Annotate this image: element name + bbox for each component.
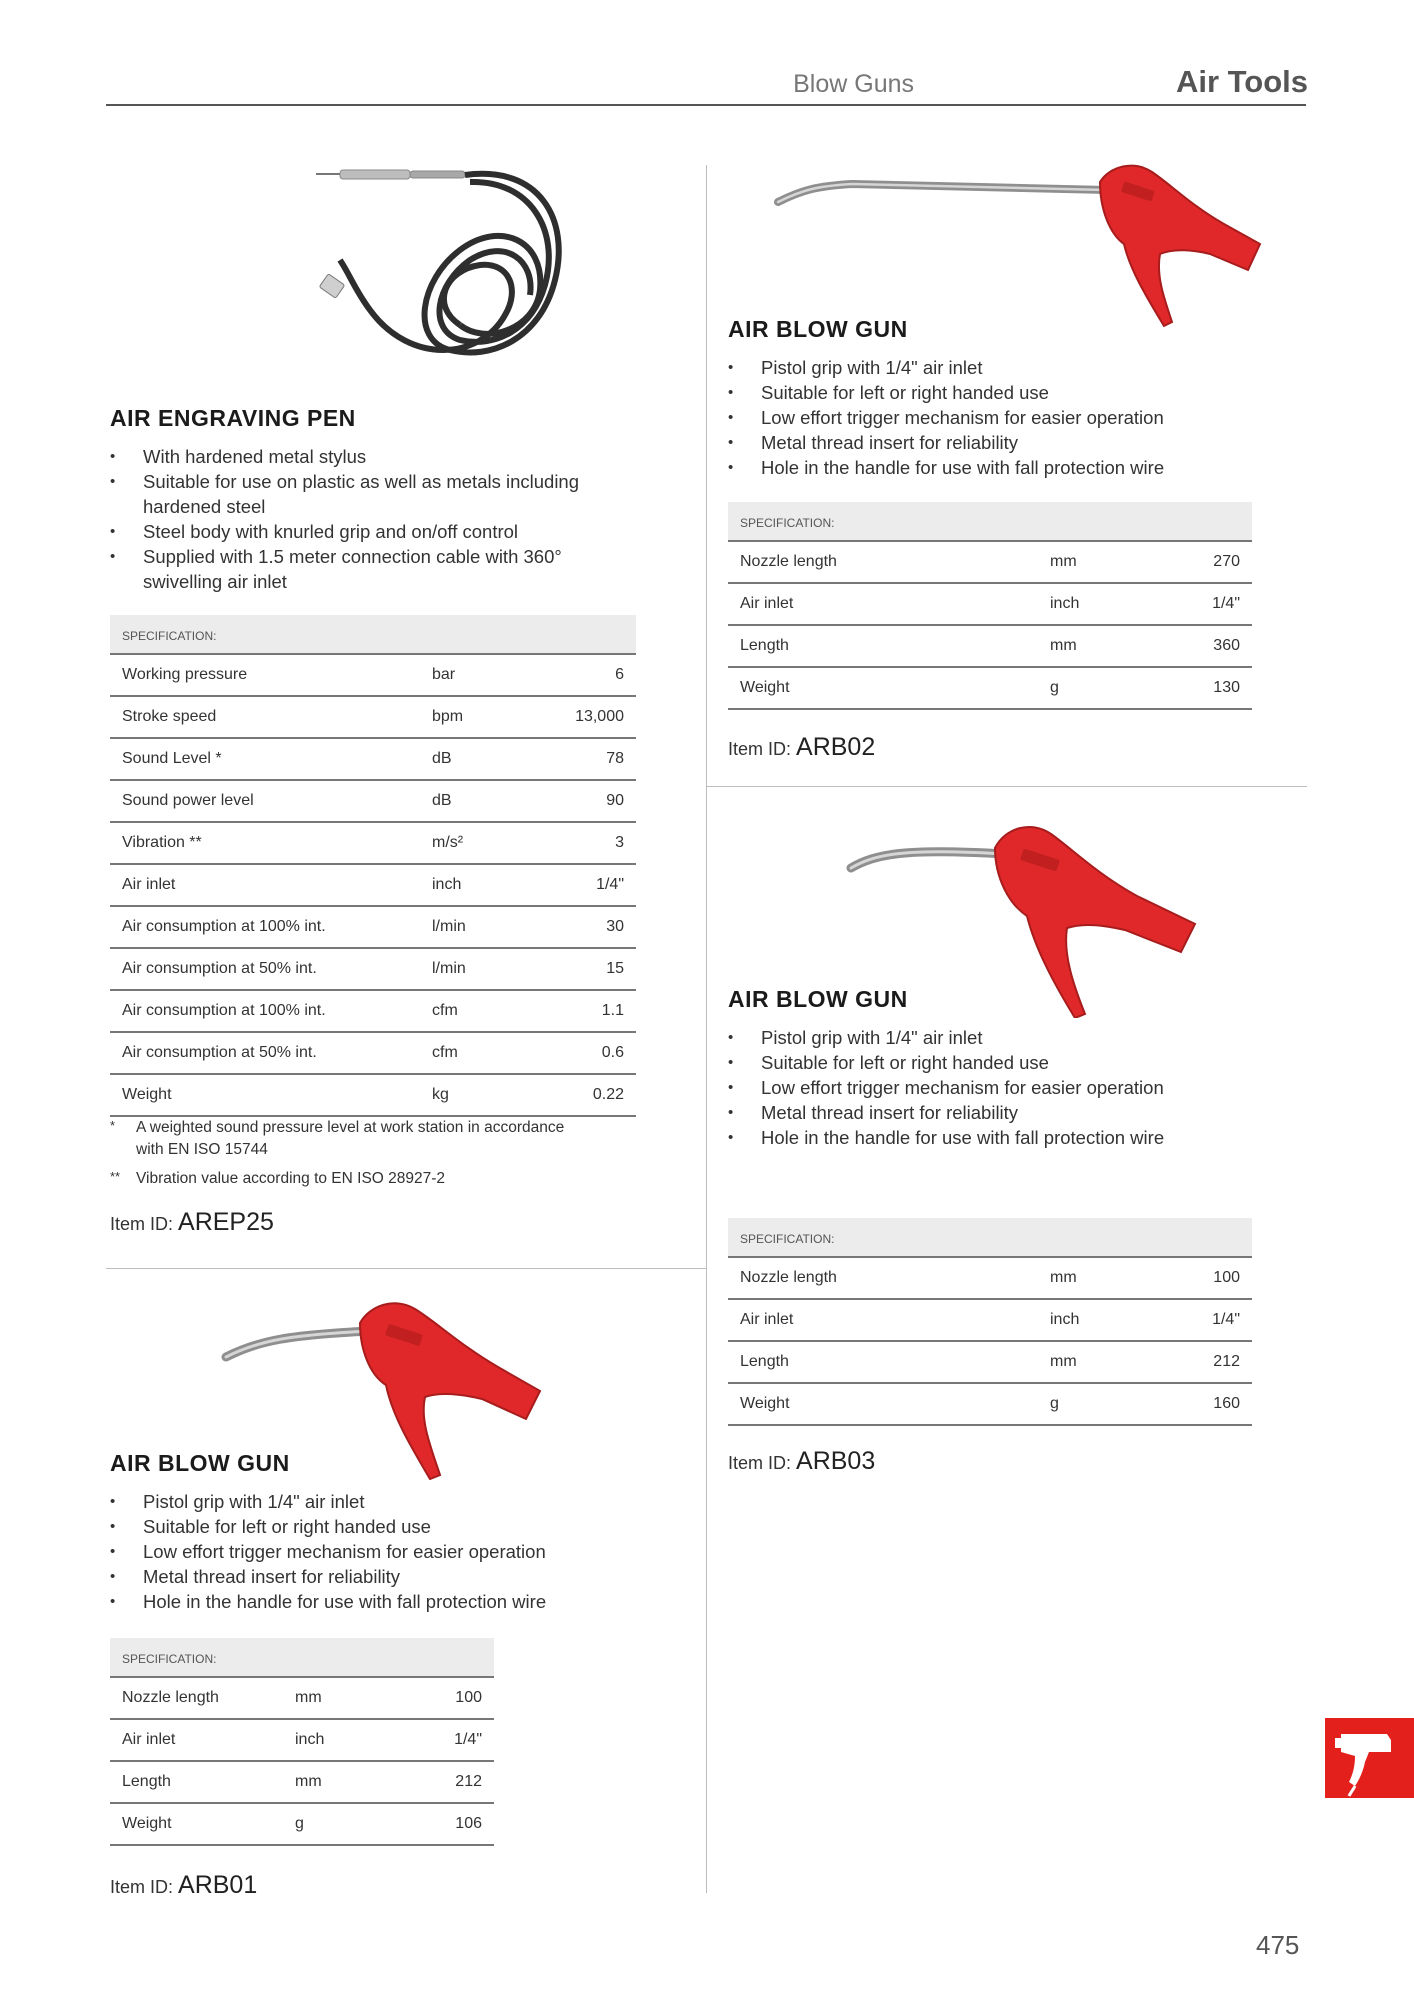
column-divider: [706, 165, 707, 1893]
product-title: AIR ENGRAVING PEN: [110, 405, 356, 431]
feature-list: [728, 355, 1288, 480]
feature-item: • Pistol grip with 1/4" air inlet: [728, 355, 1288, 380]
header-rule: [106, 104, 1306, 106]
table-row: [110, 697, 636, 739]
spec-name: Air inlet: [122, 876, 176, 893]
table-row: [110, 1720, 494, 1762]
spec-value: 130: [1213, 679, 1240, 696]
item-id: [110, 1871, 257, 1900]
header-section-title: Blow Guns: [793, 70, 914, 98]
table-row: [110, 1075, 636, 1117]
item-id: [728, 733, 875, 762]
feature-item: • Suitable for left or right handed use: [728, 380, 1288, 405]
feature-item: • Suitable for use on plastic as well as metals including hardened steel: [110, 469, 630, 519]
feature-item: • Pistol grip with 1/4" air inlet: [110, 1489, 670, 1514]
page-number: 475: [1256, 1930, 1300, 1960]
table-row: [728, 1258, 1252, 1300]
spec-unit: cfm: [432, 1002, 458, 1019]
spec-unit: g: [1050, 679, 1059, 696]
table-row: [728, 1384, 1252, 1426]
spec-value: 13,000: [575, 708, 624, 725]
spec-unit: mm: [295, 1689, 322, 1706]
feature-list: [110, 444, 630, 594]
item-id-label: Item ID:: [110, 1214, 174, 1234]
table-row: [110, 655, 636, 697]
spec-name: Weight: [740, 679, 790, 696]
feature-item: • With hardened metal stylus: [110, 444, 630, 469]
spec-name: Nozzle length: [740, 553, 837, 570]
table-row: [728, 626, 1252, 668]
spec-table: [728, 502, 1252, 710]
feature-item: • Hole in the handle for use with fall protection wire: [728, 455, 1288, 480]
air-blow-gun-long-icon: [772, 160, 1262, 330]
table-row: [728, 1342, 1252, 1384]
table-row: [110, 865, 636, 907]
spec-value: 360: [1213, 637, 1240, 654]
spec-name: Working pressure: [122, 666, 248, 683]
spec-value: 212: [1213, 1353, 1240, 1370]
product-title: AIR BLOW GUN: [110, 1450, 290, 1476]
spec-name: Sound power level: [122, 792, 254, 809]
spec-value: 30: [606, 918, 624, 935]
item-id: [110, 1208, 274, 1237]
spec-name: Length: [740, 1353, 789, 1370]
feature-item: • Pistol grip with 1/4" air inlet: [728, 1025, 1288, 1050]
spec-unit: inch: [432, 876, 462, 893]
air-engraving-pen-icon: [310, 160, 580, 400]
spec-value: 1.1: [601, 1002, 624, 1019]
spec-value: 1/4": [1212, 595, 1240, 612]
product-title: AIR BLOW GUN: [728, 986, 908, 1012]
spec-unit: l/min: [432, 918, 466, 935]
spec-name: Sound Level *: [122, 750, 222, 767]
spec-unit: mm: [1050, 553, 1077, 570]
spec-unit: m/s²: [432, 834, 464, 851]
spec-unit: cfm: [432, 1044, 458, 1061]
spec-value: 90: [606, 792, 624, 809]
spec-unit: mm: [1050, 1353, 1077, 1370]
spec-table: [110, 1638, 494, 1846]
item-id-value: ARB02: [796, 733, 876, 761]
table-row: [728, 668, 1252, 710]
feature-item: • Suitable for left or right handed use: [110, 1514, 670, 1539]
table-row: [728, 1300, 1252, 1342]
spec-unit: inch: [1050, 595, 1080, 612]
spec-value: 1/4": [1212, 1311, 1240, 1328]
footnote: * A weighted sound pressure level at work station in accordance with EN ISO 15744: [110, 1118, 565, 1158]
item-id-value: ARB03: [796, 1447, 876, 1475]
feature-item: • Metal thread insert for reliability: [728, 430, 1288, 455]
spec-table-header: SPECIFICATION:: [110, 1638, 494, 1678]
feature-item: • Low effort trigger mechanism for easier operation: [728, 405, 1288, 430]
item-id: [728, 1447, 875, 1476]
spec-value: 100: [455, 1689, 482, 1706]
spec-table: [728, 1218, 1252, 1426]
spec-name: Weight: [740, 1395, 790, 1412]
spec-unit: inch: [1050, 1311, 1080, 1328]
spec-value: 100: [1213, 1269, 1240, 1286]
spec-value: 15: [606, 960, 624, 977]
spec-table: [110, 615, 636, 1117]
table-row: [110, 739, 636, 781]
spec-value: 160: [1213, 1395, 1240, 1412]
spec-name: Air consumption at 100% int.: [122, 918, 326, 935]
item-id-label: Item ID:: [728, 1453, 792, 1473]
feature-item: • Low effort trigger mechanism for easier operation: [110, 1539, 670, 1564]
spec-name: Nozzle length: [740, 1269, 837, 1286]
spec-unit: bar: [432, 666, 456, 683]
item-id-value: ARB01: [178, 1871, 258, 1899]
table-row: [110, 823, 636, 865]
spec-name: Air consumption at 100% int.: [122, 1002, 326, 1019]
footnote: ** Vibration value according to EN ISO 28927-2: [110, 1169, 446, 1187]
spec-unit: mm: [295, 1773, 322, 1790]
spec-value: 78: [606, 750, 624, 767]
spec-name: Vibration **: [122, 834, 202, 851]
footnotes: [110, 1117, 570, 1197]
table-row: [728, 542, 1252, 584]
table-row: [110, 1762, 494, 1804]
spec-name: Nozzle length: [122, 1689, 219, 1706]
spec-value: 1/4": [454, 1731, 482, 1748]
feature-list: [110, 1489, 670, 1614]
spec-value: 106: [455, 1815, 482, 1832]
spec-name: Weight: [122, 1086, 172, 1103]
product-title: AIR BLOW GUN: [728, 316, 908, 342]
feature-item: • Metal thread insert for reliability: [110, 1564, 670, 1589]
feature-item: • Hole in the handle for use with fall protection wire: [728, 1125, 1288, 1150]
spec-unit: dB: [432, 750, 452, 767]
spec-unit: mm: [1050, 1269, 1077, 1286]
spec-unit: inch: [295, 1731, 325, 1748]
table-row: [110, 1678, 494, 1720]
spec-unit: l/min: [432, 960, 466, 977]
spec-unit: kg: [432, 1086, 449, 1103]
spec-value: 3: [615, 834, 624, 851]
table-row: [110, 1033, 636, 1075]
header-category-title: Air Tools: [1176, 64, 1309, 99]
feature-item: • Hole in the handle for use with fall protection wire: [110, 1589, 670, 1614]
spec-unit: mm: [1050, 637, 1077, 654]
spec-name: Air consumption at 50% int.: [122, 960, 317, 977]
spec-name: Length: [122, 1773, 171, 1790]
spec-value: 0.22: [592, 1086, 624, 1103]
table-row: [110, 907, 636, 949]
spec-unit: bpm: [432, 708, 464, 725]
feature-item: • Suitable for left or right handed use: [728, 1050, 1288, 1075]
spec-value: 1/4": [596, 876, 624, 893]
table-row: [728, 584, 1252, 626]
air-tool-icon: [1325, 1718, 1414, 1798]
item-id-label: Item ID:: [110, 1877, 174, 1897]
spec-name: Length: [740, 637, 789, 654]
spec-name: Air inlet: [122, 1731, 176, 1748]
feature-item: • Low effort trigger mechanism for easier operation: [728, 1075, 1288, 1100]
item-id-value: AREP25: [178, 1208, 274, 1236]
left-section-divider: [106, 1268, 706, 1269]
table-row: [110, 781, 636, 823]
feature-list: [728, 1025, 1288, 1150]
spec-name: Weight: [122, 1815, 172, 1832]
spec-value: 6: [615, 666, 624, 683]
feature-item: • Supplied with 1.5 meter connection cable with 360° swivelling air inlet: [110, 544, 630, 594]
category-side-tab[interactable]: [1325, 1718, 1414, 1798]
spec-unit: g: [1050, 1395, 1059, 1412]
spec-value: 0.6: [601, 1044, 624, 1061]
spec-unit: dB: [432, 792, 452, 809]
spec-name: Air consumption at 50% int.: [122, 1044, 317, 1061]
spec-name: Stroke speed: [122, 708, 217, 725]
table-row: [110, 991, 636, 1033]
spec-table-header: SPECIFICATION:: [110, 615, 636, 655]
spec-value: 212: [455, 1773, 482, 1790]
spec-table-header: SPECIFICATION:: [728, 502, 1252, 542]
table-row: [110, 949, 636, 991]
spec-table-header: SPECIFICATION:: [728, 1218, 1252, 1258]
spec-name: Air inlet: [740, 1311, 794, 1328]
spec-value: 270: [1213, 553, 1240, 570]
spec-unit: g: [295, 1815, 304, 1832]
feature-item: • Steel body with knurled grip and on/off control: [110, 519, 630, 544]
right-section-divider: [707, 786, 1307, 787]
feature-item: • Metal thread insert for reliability: [728, 1100, 1288, 1125]
spec-name: Air inlet: [740, 595, 794, 612]
item-id-label: Item ID:: [728, 739, 792, 759]
table-row: [110, 1804, 494, 1846]
